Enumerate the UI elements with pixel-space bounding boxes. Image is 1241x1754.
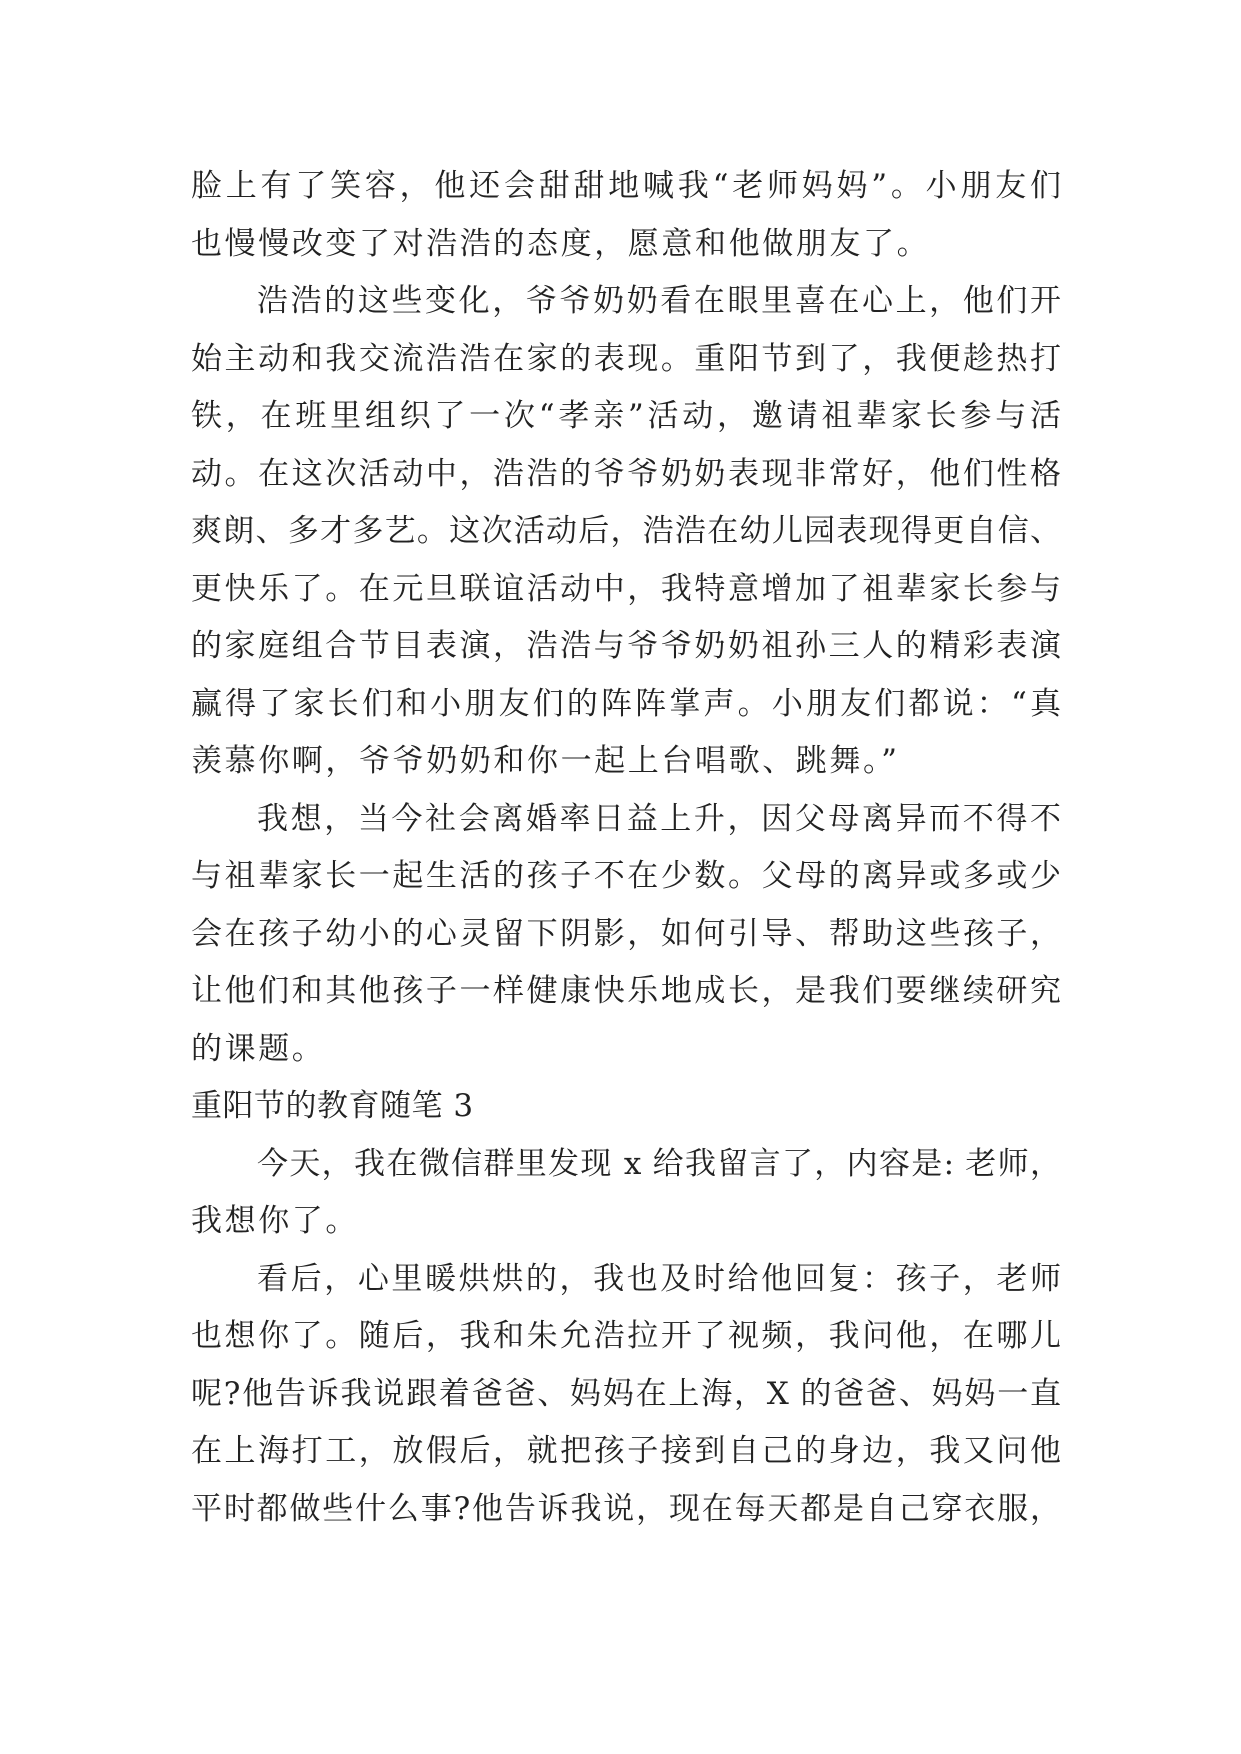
- text-line: 的家庭组合节目表演，浩浩与爷爷奶奶祖孙三人的精彩表演: [191, 628, 1061, 664]
- paragraph-first-line: 今天，我在微信群里发现 x 给我留言了，内容是: 老师，: [257, 1145, 1061, 1182]
- text-line: 会在孩子幼小的心灵留下阴影，如何引导、帮助这些孩子，: [191, 915, 1061, 952]
- text-line: 与祖辈家长一起生活的孩子不在少数。父母的离异或多或少: [191, 858, 1061, 894]
- text-line: 也慢慢改变了对浩浩的态度，愿意和他做朋友了。: [191, 225, 931, 262]
- text-line: 我想你了。: [191, 1203, 359, 1239]
- text-line: 赢得了家长们和小朋友们的阵阵掌声。小朋友们都说：“真: [191, 685, 1061, 722]
- text-line: 平时都做些什么事?他告诉我说，现在每天都是自己穿衣服，: [191, 1490, 1061, 1527]
- text-line: 更快乐了。在元旦联谊活动中，我特意增加了祖辈家长参与: [191, 570, 1061, 607]
- text-line: 动。在这次活动中，浩浩的爷爷奶奶表现非常好，他们性格: [191, 455, 1061, 492]
- text-line: 在上海打工，放假后，就把孩子接到自己的身边，我又问他: [191, 1433, 1061, 1469]
- text-line: 羡慕你啊，爷爷奶奶和你一起上台唱歌、跳舞。”: [191, 743, 900, 779]
- text-line: 始主动和我交流浩浩在家的表现。重阳节到了，我便趁热打: [191, 340, 1061, 377]
- text-line: 呢?他告诉我说跟着爸爸、妈妈在上海，X 的爸爸、妈妈一直: [191, 1375, 1061, 1412]
- text-line: 铁，在班里组织了一次“孝亲”活动，邀请祖辈家长参与活: [191, 398, 1061, 434]
- text-line: 的课题。: [191, 1030, 326, 1067]
- paragraph-first-line: 我想，当今社会离婚率日益上升，因父母离异而不得不: [257, 800, 1061, 837]
- paragraph-first-line: 浩浩的这些变化，爷爷奶奶看在眼里喜在心上，他们开: [257, 283, 1061, 319]
- text-line: 让他们和其他孩子一样健康快乐地成长，是我们要继续研究: [191, 973, 1061, 1009]
- section-heading: 重阳节的教育随笔 3: [191, 1088, 474, 1124]
- text-line: 也想你了。随后，我和朱允浩拉开了视频，我问他，在哪儿: [191, 1318, 1061, 1354]
- text-line: 爽朗、多才多艺。这次活动后，浩浩在幼儿园表现得更自信、: [191, 513, 1061, 549]
- text-line: 脸上有了笑容，他还会甜甜地喊我“老师妈妈”。小朋友们: [191, 168, 1061, 204]
- document-body: [191, 158, 1061, 1538]
- paragraph-first-line: 看后，心里暖烘烘的，我也及时给他回复：孩子，老师: [257, 1260, 1061, 1297]
